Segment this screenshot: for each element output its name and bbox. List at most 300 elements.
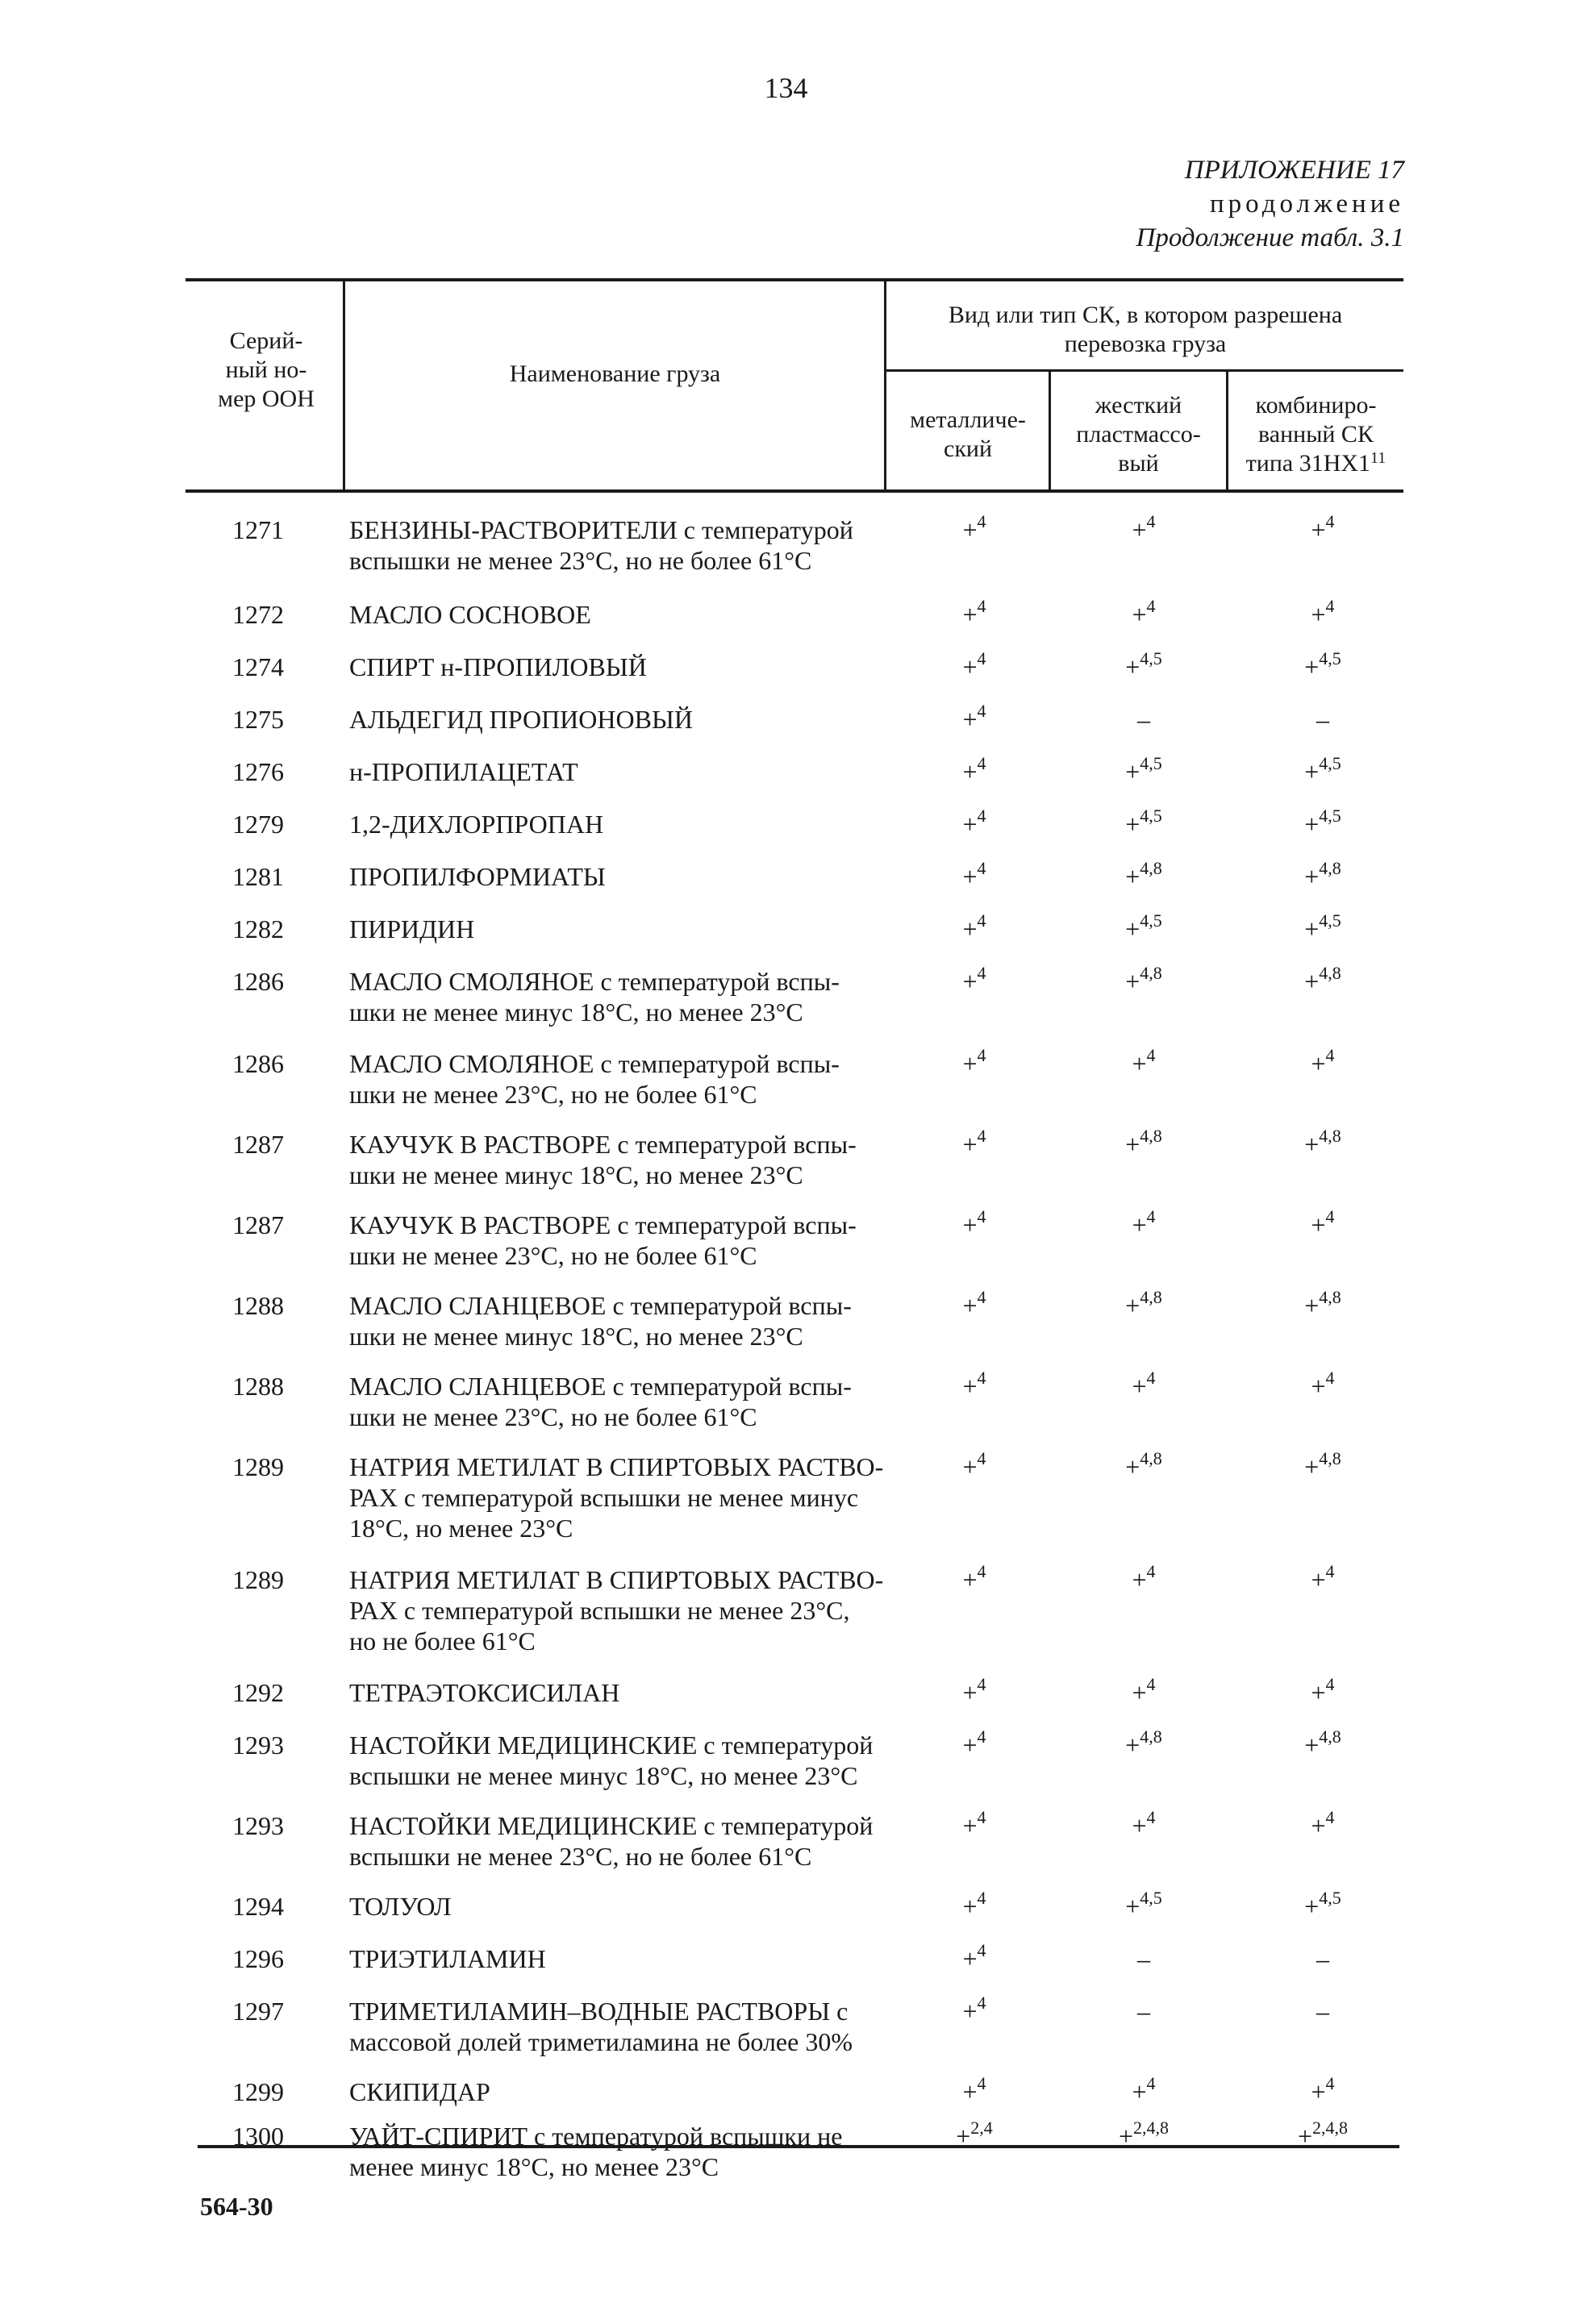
note-reference: 4 <box>977 1206 986 1227</box>
un-number: 1276 <box>232 757 284 786</box>
note-reference: 4 <box>1325 1045 1335 1065</box>
cargo-name-line: КАУЧУК В РАСТВОРЕ с температурой вспы- <box>349 1130 857 1159</box>
header-metal: металличе- ский <box>910 406 1026 462</box>
un-number: 1297 <box>232 1997 284 2026</box>
appendix-title: ПРИЛОЖЕНИЕ 17 <box>1184 156 1404 185</box>
cargo-name-line: НАСТОЙКИ МЕДИЦИНСКИЕ с температурой <box>349 1811 874 1840</box>
cargo-name <box>349 1451 886 1543</box>
cargo-name-line: НАСТОЙКИ МЕДИЦИНСКИЕ с температурой <box>349 1731 874 1760</box>
note-reference: 4 <box>1146 511 1156 531</box>
permitted-plus: + <box>962 1892 978 1921</box>
combined-type: типа 31НХ1 <box>1245 450 1371 477</box>
un-number: 1286 <box>232 967 284 996</box>
permitted-plus: + <box>1311 1811 1326 1840</box>
cargo-name-line: шки не менее минус 18°С, но менее 23°С <box>349 1322 803 1351</box>
un-number: 1293 <box>232 1731 284 1760</box>
metal-value <box>894 963 1055 1000</box>
plastic-value <box>1063 806 1224 843</box>
permitted-plus: + <box>1311 2077 1326 2106</box>
note-reference: 4 <box>977 1287 986 1307</box>
note-reference: 4,8 <box>1140 858 1162 878</box>
metal-value <box>894 910 1055 948</box>
header-container-type: Вид или тип СК, в котором разрешена перевозка груза <box>948 302 1343 357</box>
note-reference: 4 <box>977 910 986 931</box>
header-bottom-rule <box>186 489 1403 493</box>
permitted-plus: + <box>1304 1892 1320 1921</box>
not-permitted-dash: – <box>1316 1944 1329 1973</box>
permitted-plus: + <box>1125 1892 1140 1921</box>
permitted-plus: + <box>962 2077 978 2106</box>
note-reference: 4,8 <box>1319 1448 1341 1468</box>
un-number: 1271 <box>232 515 284 544</box>
note-reference: 4,5 <box>1319 910 1341 931</box>
un-number: 1286 <box>232 1049 284 1078</box>
permitted-plus: + <box>962 1944 978 1973</box>
cargo-name <box>349 2121 886 2182</box>
plastic-value <box>1063 910 1224 948</box>
permitted-plus: + <box>1125 652 1140 681</box>
combined-value <box>1242 648 1403 685</box>
metal-value <box>894 753 1055 790</box>
plastic-value <box>1063 1045 1224 1082</box>
permitted-plus: + <box>962 1452 978 1481</box>
permitted-plus: + <box>1311 1565 1326 1594</box>
plastic-value <box>1063 1448 1224 1485</box>
permitted-plus: + <box>1125 1130 1140 1159</box>
metal-value <box>894 511 1055 548</box>
note-reference: 4 <box>1325 1674 1335 1694</box>
note-reference: 4 <box>1146 1206 1156 1227</box>
cargo-name-line: МАСЛО СОСНОВОЕ <box>349 600 591 629</box>
combined-value <box>1242 1206 1403 1243</box>
note-reference: 4 <box>1146 1561 1156 1581</box>
plastic-value <box>1063 963 1224 1000</box>
permitted-plus: + <box>962 967 978 996</box>
not-permitted-dash: – <box>1137 1997 1150 2026</box>
combined-value <box>1242 1943 1403 1974</box>
subheader-rule <box>884 369 1403 372</box>
plastic-value <box>1063 648 1224 685</box>
col-divider-1 <box>343 278 345 491</box>
note-reference: 4 <box>1146 1045 1156 1065</box>
permitted-plus: + <box>1125 757 1140 786</box>
metal-value <box>894 648 1055 685</box>
permitted-plus: + <box>1132 1811 1147 1840</box>
not-permitted-dash: – <box>1137 705 1150 734</box>
combined-value <box>1242 596 1403 633</box>
note-reference: 4 <box>977 511 986 531</box>
cargo-name-line: вспышки не менее 23°С, но не более 61°С <box>349 1842 812 1871</box>
note-reference: 4 <box>1325 1561 1335 1581</box>
note-reference: 4 <box>1146 1807 1156 1827</box>
note-reference: 4 <box>977 1126 986 1146</box>
un-number: 1279 <box>232 810 284 839</box>
permitted-plus: + <box>1132 2077 1147 2106</box>
metal-value <box>894 1448 1055 1485</box>
un-number: 1294 <box>232 1892 284 1921</box>
permitted-plus: + <box>1132 1565 1147 1594</box>
combined-value <box>1242 1368 1403 1405</box>
cargo-name-line: менее минус 18°С, но менее 23°С <box>349 2152 719 2181</box>
note-reference: 4 <box>977 1726 986 1747</box>
cargo-name <box>349 809 886 839</box>
permitted-plus: + <box>1132 515 1147 544</box>
cargo-name <box>349 1371 886 1432</box>
note-reference: 4 <box>977 858 986 878</box>
plastic-value <box>1063 596 1224 633</box>
permitted-plus: + <box>956 2122 971 2151</box>
permitted-plus: + <box>1304 810 1320 839</box>
permitted-plus: + <box>962 757 978 786</box>
metal-value <box>894 858 1055 895</box>
cargo-name-line: вспышки не менее 23°С, но не более 61°С <box>349 546 812 575</box>
cargo-name-line: 18°С, но менее 23°С <box>349 1514 573 1543</box>
cargo-name-line: МАСЛО СЛАНЦЕВОЕ с температурой вспы- <box>349 1291 852 1320</box>
plastic-value <box>1063 1807 1224 1844</box>
permitted-plus: + <box>1304 1291 1320 1320</box>
not-permitted-dash: – <box>1316 705 1329 734</box>
permitted-plus: + <box>1125 810 1140 839</box>
note-reference: 4 <box>977 1448 986 1468</box>
un-number: 1293 <box>232 1811 284 1840</box>
permitted-plus: + <box>1311 600 1326 629</box>
col-divider-2 <box>884 278 886 491</box>
note-reference: 4,5 <box>1140 806 1162 826</box>
un-number: 1282 <box>232 914 284 943</box>
metal-value <box>894 1287 1055 1324</box>
not-permitted-dash: – <box>1316 1997 1329 2026</box>
note-reference: 4 <box>977 596 986 616</box>
cargo-name <box>349 704 886 735</box>
plastic-value <box>1063 1561 1224 1598</box>
combined-value <box>1242 1996 1403 2026</box>
permitted-plus: + <box>1304 652 1320 681</box>
note-reference: 4,5 <box>1140 910 1162 931</box>
header-cargo-name: Наименование груза <box>509 360 721 387</box>
cargo-name <box>349 1210 886 1271</box>
permitted-plus: + <box>962 914 978 943</box>
combined-value <box>1242 1448 1403 1485</box>
note-reference: 4 <box>977 648 986 668</box>
note-reference: 4,5 <box>1140 1888 1162 1908</box>
combined-value <box>1242 704 1403 735</box>
cargo-name-line: НАТРИЯ МЕТИЛАТ В СПИРТОВЫХ РАСТВО- <box>349 1565 884 1594</box>
permitted-plus: + <box>1297 2122 1313 2151</box>
combined-value <box>1242 1287 1403 1324</box>
cargo-name-line: шки не менее минус 18°С, но менее 23°С <box>349 997 803 1027</box>
note-reference: 4,8 <box>1319 1126 1341 1146</box>
permitted-plus: + <box>962 1678 978 1707</box>
note-reference: 4 <box>977 1993 986 2013</box>
note-reference: 4 <box>977 1674 986 1694</box>
note-reference: 4,8 <box>1140 1287 1162 1307</box>
un-number: 1272 <box>232 600 284 629</box>
permitted-plus: + <box>1125 1452 1140 1481</box>
note-reference: 4 <box>1325 1807 1335 1827</box>
combined-value <box>1242 963 1403 1000</box>
plastic-value <box>1063 2118 1224 2155</box>
note-reference: 4 <box>977 1561 986 1581</box>
un-number: 1275 <box>232 705 284 734</box>
permitted-plus: + <box>962 1210 978 1239</box>
metal-value <box>894 1674 1055 1711</box>
cargo-name <box>349 1810 886 1872</box>
combined-value <box>1242 1807 1403 1844</box>
combined-value <box>1242 1888 1403 1925</box>
cargo-name <box>349 1943 886 1974</box>
metal-value <box>894 596 1055 633</box>
metal-value <box>894 701 1055 738</box>
combined-value <box>1242 1561 1403 1598</box>
cargo-name-line: КАУЧУК В РАСТВОРЕ с температурой вспы- <box>349 1210 857 1239</box>
cargo-name-line: шки не менее минус 18°С, но менее 23°С <box>349 1160 803 1189</box>
permitted-plus: + <box>1132 600 1147 629</box>
plastic-value <box>1063 1368 1224 1405</box>
metal-value <box>894 2073 1055 2110</box>
plastic-value <box>1063 1674 1224 1711</box>
un-number: 1296 <box>232 1944 284 1973</box>
cargo-name-line: 1,2-ДИХЛОРПРОПАН <box>349 810 604 839</box>
combined-value <box>1242 858 1403 895</box>
un-number: 1289 <box>232 1565 284 1594</box>
permitted-plus: + <box>1125 862 1140 891</box>
combined-value <box>1242 2073 1403 2110</box>
cargo-name <box>349 1048 886 1110</box>
note-reference: 4 <box>977 1807 986 1827</box>
permitted-plus: + <box>1311 515 1326 544</box>
note-reference: 4,5 <box>1140 648 1162 668</box>
cargo-name-line: МАСЛО СМОЛЯНОЕ с температурой вспы- <box>349 967 840 996</box>
permitted-plus: + <box>1304 967 1320 996</box>
cargo-name-line: ТРИЭТИЛАМИН <box>349 1944 546 1973</box>
permitted-plus: + <box>1304 862 1320 891</box>
note-reference: 4,8 <box>1319 1287 1341 1307</box>
footer-code: 564-30 <box>200 2192 273 2221</box>
header-plastic: жесткий пластмассо- вый <box>1076 392 1201 477</box>
note-reference: 4,5 <box>1319 648 1341 668</box>
note-reference: 4,5 <box>1319 753 1341 773</box>
note-reference: 4,8 <box>1140 1726 1162 1747</box>
permitted-plus: + <box>962 652 978 681</box>
permitted-plus: + <box>1304 1130 1320 1159</box>
cargo-name-line: АЛЬДЕГИД ПРОПИОНОВЫЙ <box>349 705 693 734</box>
note-reference: 4 <box>1325 2073 1335 2093</box>
plastic-value <box>1063 1726 1224 1764</box>
note-reference: 4,8 <box>1140 1448 1162 1468</box>
table-reference: Продолжение табл. 3.1 <box>1136 223 1404 252</box>
note-reference: 4,8 <box>1319 1726 1341 1747</box>
cargo-name <box>349 1129 886 1190</box>
permitted-plus: + <box>962 1130 978 1159</box>
un-number: 1292 <box>232 1678 284 1707</box>
permitted-plus: + <box>962 1291 978 1320</box>
cargo-name-line: ТРИМЕТИЛАМИН–ВОДНЫЕ РАСТВОРЫ с <box>349 1997 849 2026</box>
cargo-name <box>349 1996 886 2057</box>
cargo-name-line: БЕНЗИНЫ-РАСТВОРИТЕЛИ с температурой <box>349 515 853 544</box>
permitted-plus: + <box>1304 757 1320 786</box>
plastic-value <box>1063 511 1224 548</box>
metal-value <box>894 1726 1055 1764</box>
permitted-plus: + <box>1311 1678 1326 1707</box>
table-top-rule <box>186 278 1403 281</box>
plastic-value <box>1063 753 1224 790</box>
combined-type-footnote: 11 <box>1370 449 1386 467</box>
cargo-name-line: НАТРИЯ МЕТИЛАТ В СПИРТОВЫХ РАСТВО- <box>349 1452 884 1481</box>
combined-value <box>1242 1674 1403 1711</box>
cargo-name <box>349 756 886 787</box>
note-reference: 2,4,8 <box>1133 2118 1170 2138</box>
permitted-plus: + <box>962 862 978 891</box>
not-permitted-dash: – <box>1137 1944 1150 1973</box>
note-reference: 4,8 <box>1140 1126 1162 1146</box>
permitted-plus: + <box>962 705 978 734</box>
plastic-value <box>1063 1287 1224 1324</box>
appendix-continuation: продолжение <box>1209 190 1404 219</box>
permitted-plus: + <box>1125 967 1140 996</box>
cargo-name-line: но не более 61°С <box>349 1626 536 1656</box>
note-reference: 4,8 <box>1319 963 1341 983</box>
header-serial: Серий- ный но- мер ООН <box>218 327 315 412</box>
note-reference: 4 <box>977 701 986 721</box>
permitted-plus: + <box>1304 914 1320 943</box>
header-combined: комбиниро- ванный СК типа $31НХ1^{11}$ <box>1245 392 1386 477</box>
plastic-value <box>1063 858 1224 895</box>
cargo-name <box>349 652 886 682</box>
note-reference: 4 <box>977 1888 986 1908</box>
metal-value <box>894 1807 1055 1844</box>
un-number: 1300 <box>232 2122 284 2151</box>
cargo-name <box>349 1730 886 1791</box>
permitted-plus: + <box>962 1049 978 1078</box>
note-reference: 4 <box>977 963 986 983</box>
note-reference: 4,5 <box>1319 1888 1341 1908</box>
cargo-name <box>349 1677 886 1708</box>
permitted-plus: + <box>1125 914 1140 943</box>
cargo-name <box>349 599 886 630</box>
cargo-name-line: СКИПИДАР <box>349 2077 490 2106</box>
cargo-name-line: МАСЛО СМОЛЯНОЕ с температурой вспы- <box>349 1049 840 1078</box>
cargo-name-line: н-ПРОПИЛАЦЕТАТ <box>349 757 578 786</box>
permitted-plus: + <box>1132 1372 1147 1401</box>
plastic-value <box>1063 2073 1224 2110</box>
note-reference: 4,5 <box>1140 753 1162 773</box>
cargo-name <box>349 861 886 892</box>
note-reference: 4 <box>977 1368 986 1388</box>
permitted-plus: + <box>962 1997 978 2026</box>
cargo-name-line: ПРОПИЛФОРМИАТЫ <box>349 862 606 891</box>
cargo-name-line: СПИРТ н-ПРОПИЛОВЫЙ <box>349 652 647 681</box>
permitted-plus: + <box>1132 1678 1147 1707</box>
cargo-name <box>349 1290 886 1352</box>
permitted-plus: + <box>962 1731 978 1760</box>
permitted-plus: + <box>962 810 978 839</box>
combined-value <box>1242 511 1403 548</box>
appendix-header <box>1136 153 1404 255</box>
cargo-name <box>349 2076 886 2107</box>
plastic-value <box>1063 1943 1224 1974</box>
permitted-plus: + <box>1132 1210 1147 1239</box>
plastic-value <box>1063 1206 1224 1243</box>
cargo-name-line: ТЕТРАЭТОКСИСИЛАН <box>349 1678 620 1707</box>
cargo-name-line: шки не менее 23°С, но не более 61°С <box>349 1080 757 1109</box>
cargo-name-line: УАЙТ-СПИРИТ с температурой вспышки не <box>349 2122 843 2151</box>
metal-value <box>894 806 1055 843</box>
cargo-name-line: шки не менее 23°С, но не более 61°С <box>349 1402 757 1431</box>
combined-value <box>1242 1726 1403 1764</box>
metal-value <box>894 1888 1055 1925</box>
metal-value <box>894 1126 1055 1163</box>
permitted-plus: + <box>962 1811 978 1840</box>
note-reference: 4 <box>1146 1674 1156 1694</box>
cargo-name <box>349 1564 886 1656</box>
note-reference: 4 <box>1325 1368 1335 1388</box>
metal-value <box>894 1206 1055 1243</box>
permitted-plus: + <box>1311 1049 1326 1078</box>
permitted-plus: + <box>962 600 978 629</box>
note-reference: 4 <box>977 2073 986 2093</box>
permitted-plus: + <box>1125 1731 1140 1760</box>
cargo-name-line: МАСЛО СЛАНЦЕВОЕ с температурой вспы- <box>349 1372 852 1401</box>
cargo-name-line: РАХ с температурой вспышки не менее 23°С, <box>349 1596 850 1625</box>
note-reference: 2,4 <box>970 2118 993 2138</box>
combined-value <box>1242 1126 1403 1163</box>
un-number: 1274 <box>232 652 284 681</box>
metal-value <box>894 1368 1055 1405</box>
un-number: 1289 <box>232 1452 284 1481</box>
cargo-name-line: массовой долей триметиламина не более 30% <box>349 2027 853 2056</box>
un-number: 1287 <box>232 1130 284 1159</box>
note-reference: 4,5 <box>1319 806 1341 826</box>
page-number: 134 <box>764 72 808 104</box>
un-number: 1288 <box>232 1291 284 1320</box>
permitted-plus: + <box>962 1565 978 1594</box>
combined-value <box>1242 2118 1403 2155</box>
note-reference: 4,8 <box>1140 963 1162 983</box>
note-reference: 4 <box>1146 2073 1156 2093</box>
plastic-value <box>1063 1888 1224 1925</box>
note-reference: 4 <box>977 1045 986 1065</box>
cargo-name <box>349 1891 886 1922</box>
plastic-value <box>1063 704 1224 735</box>
cargo-name-line: шки не менее 23°С, но не более 61°С <box>349 1241 757 1270</box>
metal-value <box>894 2118 1055 2155</box>
note-reference: 4 <box>977 1940 986 1960</box>
permitted-plus: + <box>1132 1049 1147 1078</box>
note-reference: 4 <box>977 806 986 826</box>
plastic-value <box>1063 1996 1224 2026</box>
cargo-name <box>349 514 886 576</box>
permitted-plus: + <box>1304 1731 1320 1760</box>
permitted-plus: + <box>1125 1291 1140 1320</box>
un-number: 1287 <box>232 1210 284 1239</box>
cargo-name-line: ПИРИДИН <box>349 914 475 943</box>
permitted-plus: + <box>1304 1452 1320 1481</box>
combined-value <box>1242 753 1403 790</box>
metal-value <box>894 1993 1055 2030</box>
cargo-name-line: вспышки не менее минус 18°С, но менее 23°С <box>349 1761 858 1790</box>
permitted-plus: + <box>962 1372 978 1401</box>
metal-value <box>894 1940 1055 1977</box>
cargo-name-line: РАХ с температурой вспышки не менее минус <box>349 1483 859 1512</box>
permitted-plus: + <box>1118 2122 1134 2151</box>
permitted-plus: + <box>962 515 978 544</box>
un-number: 1288 <box>232 1372 284 1401</box>
cargo-name <box>349 914 886 944</box>
plastic-value <box>1063 1126 1224 1163</box>
un-number: 1281 <box>232 862 284 891</box>
note-reference: 4 <box>1146 1368 1156 1388</box>
cargo-name <box>349 966 886 1027</box>
